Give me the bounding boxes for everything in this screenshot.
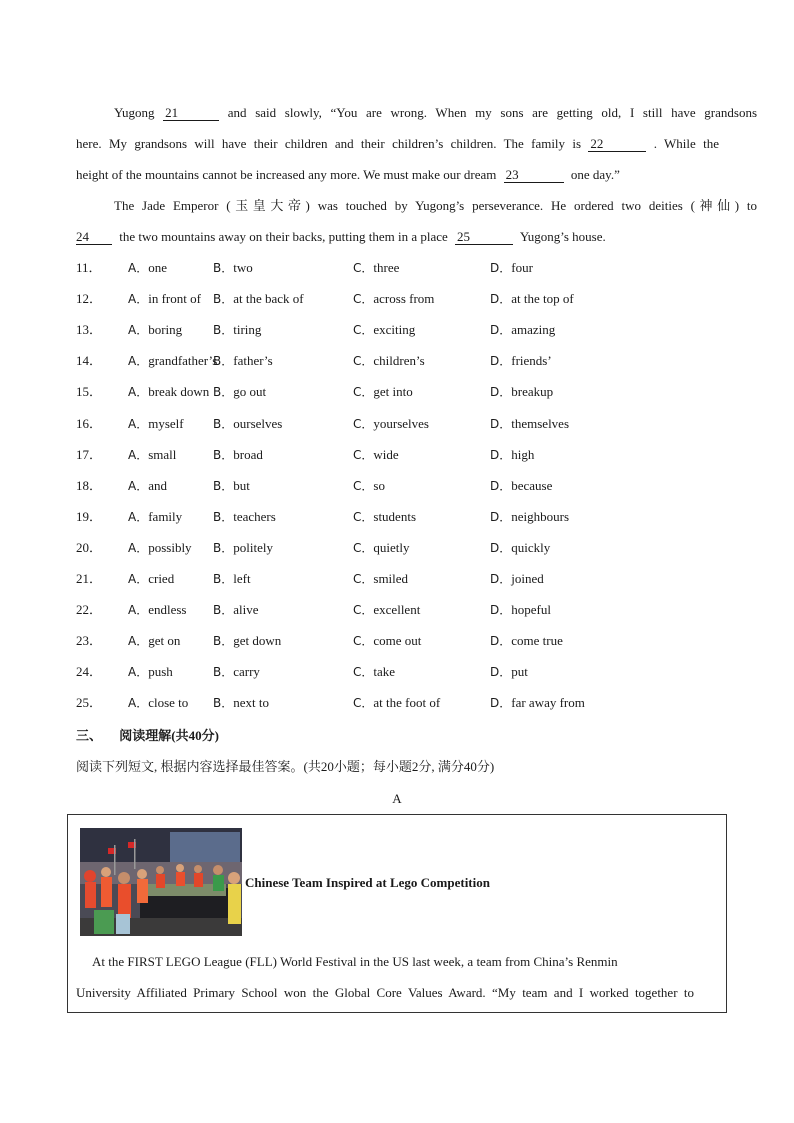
option-label: A．: [128, 323, 149, 338]
option-text: broad: [233, 446, 263, 462]
question-number: 11．: [76, 260, 102, 275]
option-label: A．: [128, 292, 149, 307]
option-text: come out: [373, 633, 422, 649]
article-line-1: At the FIRST LEGO League (FLL) World Festival in the US last week, a team from China’s Renmin: [92, 954, 618, 969]
option-b: [213, 538, 273, 558]
option-text: one: [148, 260, 167, 275]
option-label: C．: [353, 447, 374, 462]
option-b: [213, 382, 266, 402]
option-text: carry: [233, 664, 260, 680]
option-d: [490, 476, 552, 496]
option-text: amazing: [511, 322, 556, 338]
option-d: [490, 258, 533, 278]
option-c: [353, 476, 385, 496]
option-a: [128, 476, 167, 496]
option-c: [353, 662, 395, 682]
option-text: quietly: [373, 539, 410, 555]
question-number: 24．: [76, 664, 103, 680]
option-text: get on: [148, 633, 181, 649]
option-label: D．: [490, 665, 512, 680]
option-text: neighbours: [511, 508, 570, 524]
option-d: [490, 569, 544, 589]
option-label: C．: [353, 478, 374, 493]
option-text: wide: [373, 446, 399, 462]
option-text: four: [511, 260, 533, 275]
option-c: [353, 600, 420, 620]
blank-21: 21: [163, 106, 219, 121]
option-label: B．: [213, 416, 234, 431]
option-label: D．: [490, 416, 512, 431]
option-label: B．: [213, 385, 234, 400]
option-b: [213, 289, 304, 309]
article-title: Chinese Team Inspired at Lego Competition: [245, 875, 490, 890]
option-label: C．: [353, 572, 374, 586]
option-c: [353, 258, 399, 278]
option-label: D．: [490, 478, 512, 493]
option-label: D．: [490, 509, 512, 524]
option-b: [213, 507, 276, 527]
option-b: [213, 351, 273, 371]
blank-22: 22: [588, 137, 646, 152]
passage-text: Yugong’s house.: [519, 229, 606, 244]
option-label: A．: [128, 261, 149, 275]
option-label: C．: [353, 261, 374, 275]
option-label: C．: [353, 540, 374, 555]
option-label: B．: [213, 540, 234, 555]
option-c: [353, 289, 434, 309]
blank-25: 25: [455, 230, 513, 245]
option-d: [490, 289, 574, 309]
option-label: C．: [353, 603, 374, 618]
passage-text: height of the mountains cannot be increased any more. We must make our dream: [76, 167, 497, 182]
option-text: close to: [148, 695, 189, 711]
passage-text: and said slowly, “You are wrong. When my sons are getting old, I still have grandsons: [227, 105, 757, 120]
question-number: 15．: [76, 384, 103, 400]
option-b: [213, 569, 251, 589]
option-text: get into: [373, 384, 413, 400]
question-number: 17．: [76, 446, 103, 462]
option-text: far away from: [511, 695, 585, 711]
option-label: D．: [490, 292, 512, 307]
option-text: left: [233, 571, 251, 586]
option-c: [353, 693, 440, 713]
option-text: excellent: [373, 602, 421, 618]
option-a: [128, 258, 167, 278]
option-a: [128, 507, 182, 527]
option-label: A．: [128, 540, 149, 555]
option-label: B．: [213, 447, 234, 462]
option-b: [213, 662, 260, 682]
option-a: [128, 445, 176, 465]
option-a: [128, 320, 182, 340]
option-label: B．: [213, 478, 234, 493]
option-label: D．: [490, 572, 512, 586]
option-text: grandfather’s: [148, 353, 218, 369]
option-label: A．: [128, 447, 149, 462]
passage-text: . While the: [653, 136, 720, 151]
option-a: [128, 414, 184, 434]
option-text: three: [373, 260, 400, 275]
option-text: myself: [148, 415, 184, 431]
option-d: [490, 662, 528, 682]
option-text: high: [511, 446, 535, 462]
option-label: B．: [213, 292, 234, 307]
option-label: D．: [490, 696, 512, 711]
option-label: A．: [128, 385, 149, 400]
question-number: 16．: [76, 415, 103, 431]
article-line-2: University Affiliated Primary School won the Global Core Values Award. “My team and I worked together to: [76, 985, 694, 1000]
option-text: push: [148, 664, 173, 680]
option-label: D．: [490, 540, 512, 555]
option-label: D．: [490, 354, 512, 369]
option-c: [353, 538, 410, 558]
section-heading: [76, 726, 219, 746]
option-text: in front of: [148, 291, 201, 307]
option-text: put: [511, 664, 528, 680]
option-text: take: [373, 664, 396, 680]
option-label: B．: [213, 572, 234, 586]
option-c: [353, 382, 413, 402]
passage-text: the two mountains away on their backs, putting them in a place: [119, 229, 448, 244]
option-text: get down: [233, 633, 282, 649]
option-c: [353, 320, 415, 340]
option-text: two: [233, 260, 253, 275]
option-label: C．: [353, 634, 374, 649]
option-b: [213, 258, 253, 278]
option-label: D．: [490, 385, 512, 400]
option-label: A．: [128, 354, 149, 369]
option-label: A．: [128, 572, 149, 586]
option-text: exciting: [373, 322, 416, 338]
option-text: next to: [233, 695, 269, 711]
question-number: 14．: [76, 353, 103, 369]
passage-line-2: [76, 128, 719, 159]
option-text: yourselves: [373, 415, 429, 431]
option-c: [353, 569, 408, 589]
blank-23: 23: [504, 168, 564, 183]
option-d: [490, 538, 550, 558]
option-text: across from: [373, 291, 435, 307]
option-label: B．: [213, 634, 234, 649]
option-a: [128, 289, 201, 309]
option-c: [353, 631, 421, 651]
option-text: at the back of: [233, 291, 304, 307]
option-text: ourselves: [233, 415, 283, 431]
option-text: come true: [511, 633, 563, 649]
option-label: D．: [490, 634, 512, 649]
option-c: [353, 351, 425, 371]
passage-text: Yugong: [114, 105, 155, 120]
section-number: 三、: [76, 728, 103, 743]
option-text: and: [148, 477, 167, 493]
option-text: family: [148, 508, 183, 524]
option-label: A．: [128, 696, 149, 711]
option-a: [128, 662, 173, 682]
option-b: [213, 600, 259, 620]
option-label: A．: [128, 416, 149, 431]
option-text: children’s: [373, 353, 425, 369]
option-text: themselves: [511, 415, 570, 431]
option-text: but: [233, 477, 250, 493]
option-label: B．: [213, 603, 234, 618]
passage-line-1: [76, 97, 757, 128]
option-text: alive: [233, 602, 259, 618]
option-text: possibly: [148, 539, 192, 555]
option-label: C．: [353, 323, 374, 338]
option-a: [128, 631, 180, 651]
option-text: cried: [148, 571, 175, 586]
lego-competition-photo: [80, 828, 242, 936]
option-text: at the top of: [511, 291, 574, 307]
question-number: 20．: [76, 539, 103, 555]
option-d: [490, 445, 534, 465]
option-label: B．: [213, 261, 234, 275]
option-label: B．: [213, 323, 234, 338]
option-b: [213, 414, 282, 434]
option-text: smiled: [373, 571, 409, 586]
option-label: C．: [353, 292, 374, 307]
option-label: D．: [490, 447, 512, 462]
reading-instructions: 阅读下列短文, 根据内容选择最佳答案。(共20小题；每小题2分, 满分40分): [76, 759, 495, 774]
option-label: C．: [353, 665, 374, 680]
option-label: C．: [353, 696, 374, 711]
passage-text: The Jade Emperor (玉皇大帝) was touched by Yugong’s perseverance. He ordered two deities (神仙) to: [114, 198, 757, 213]
option-text: quickly: [511, 539, 551, 555]
option-a: [128, 538, 192, 558]
option-d: [490, 631, 563, 651]
option-text: father’s: [233, 353, 273, 369]
option-a: [128, 382, 209, 402]
option-text: breakup: [511, 384, 554, 400]
option-a: [128, 693, 188, 713]
option-d: [490, 320, 555, 340]
option-label: A．: [128, 603, 149, 618]
question-number: 18．: [76, 477, 103, 493]
option-label: B．: [213, 509, 234, 524]
question-number: 22．: [76, 602, 103, 618]
option-b: [213, 693, 269, 713]
option-text: go out: [233, 384, 267, 400]
option-text: small: [148, 446, 177, 462]
passage-letter: A: [392, 791, 402, 806]
option-d: [490, 414, 569, 434]
option-label: C．: [353, 509, 374, 524]
option-text: joined: [511, 571, 544, 586]
option-label: B．: [213, 665, 234, 680]
option-label: A．: [128, 478, 149, 493]
option-text: tiring: [233, 322, 262, 338]
option-text: teachers: [233, 508, 276, 524]
option-d: [490, 382, 553, 402]
question-number: 21．: [76, 571, 103, 586]
option-text: at the foot of: [373, 695, 441, 711]
section-title: 阅读理解(共40分): [119, 728, 219, 743]
passage-line-4: [76, 190, 757, 221]
option-text: boring: [148, 322, 183, 338]
question-number: 13．: [76, 322, 103, 338]
option-label: D．: [490, 323, 512, 338]
option-b: [213, 631, 281, 651]
option-label: D．: [490, 603, 512, 618]
passage-text: here. My grandsons will have their children and their children’s children. The family is: [76, 136, 582, 151]
option-b: [213, 445, 263, 465]
option-text: hopeful: [511, 602, 551, 618]
option-d: [490, 693, 585, 713]
article-box: [67, 814, 727, 1013]
option-a: [128, 569, 174, 589]
option-text: endless: [148, 602, 187, 618]
passage-text: one day.”: [570, 167, 620, 182]
option-d: [490, 600, 551, 620]
option-a: [128, 600, 187, 620]
option-label: A．: [128, 509, 149, 524]
option-label: C．: [353, 416, 374, 431]
question-number: 25．: [76, 695, 103, 711]
option-c: [353, 445, 399, 465]
option-label: C．: [353, 354, 374, 369]
option-text: because: [511, 477, 553, 493]
blank-24: 24: [76, 230, 112, 245]
passage-line-5: [76, 221, 719, 252]
question-number: 12．: [76, 291, 103, 307]
option-text: students: [373, 508, 417, 524]
option-text: break down: [148, 384, 210, 400]
option-label: C．: [353, 385, 374, 400]
option-text: friends’: [511, 353, 552, 369]
passage-line-3: [76, 159, 719, 190]
option-label: D．: [490, 261, 512, 275]
option-label: A．: [128, 634, 149, 649]
question-number: 19．: [76, 508, 103, 524]
option-label: B．: [213, 696, 234, 711]
option-d: [490, 507, 569, 527]
option-d: [490, 351, 552, 371]
option-text: so: [373, 477, 385, 493]
option-b: [213, 476, 250, 496]
option-c: [353, 414, 429, 434]
question-number: 23．: [76, 633, 103, 649]
option-label: B．: [213, 354, 234, 369]
option-b: [213, 320, 261, 340]
option-label: A．: [128, 665, 149, 680]
option-a: [128, 351, 217, 371]
option-c: [353, 507, 416, 527]
option-text: politely: [233, 539, 273, 555]
